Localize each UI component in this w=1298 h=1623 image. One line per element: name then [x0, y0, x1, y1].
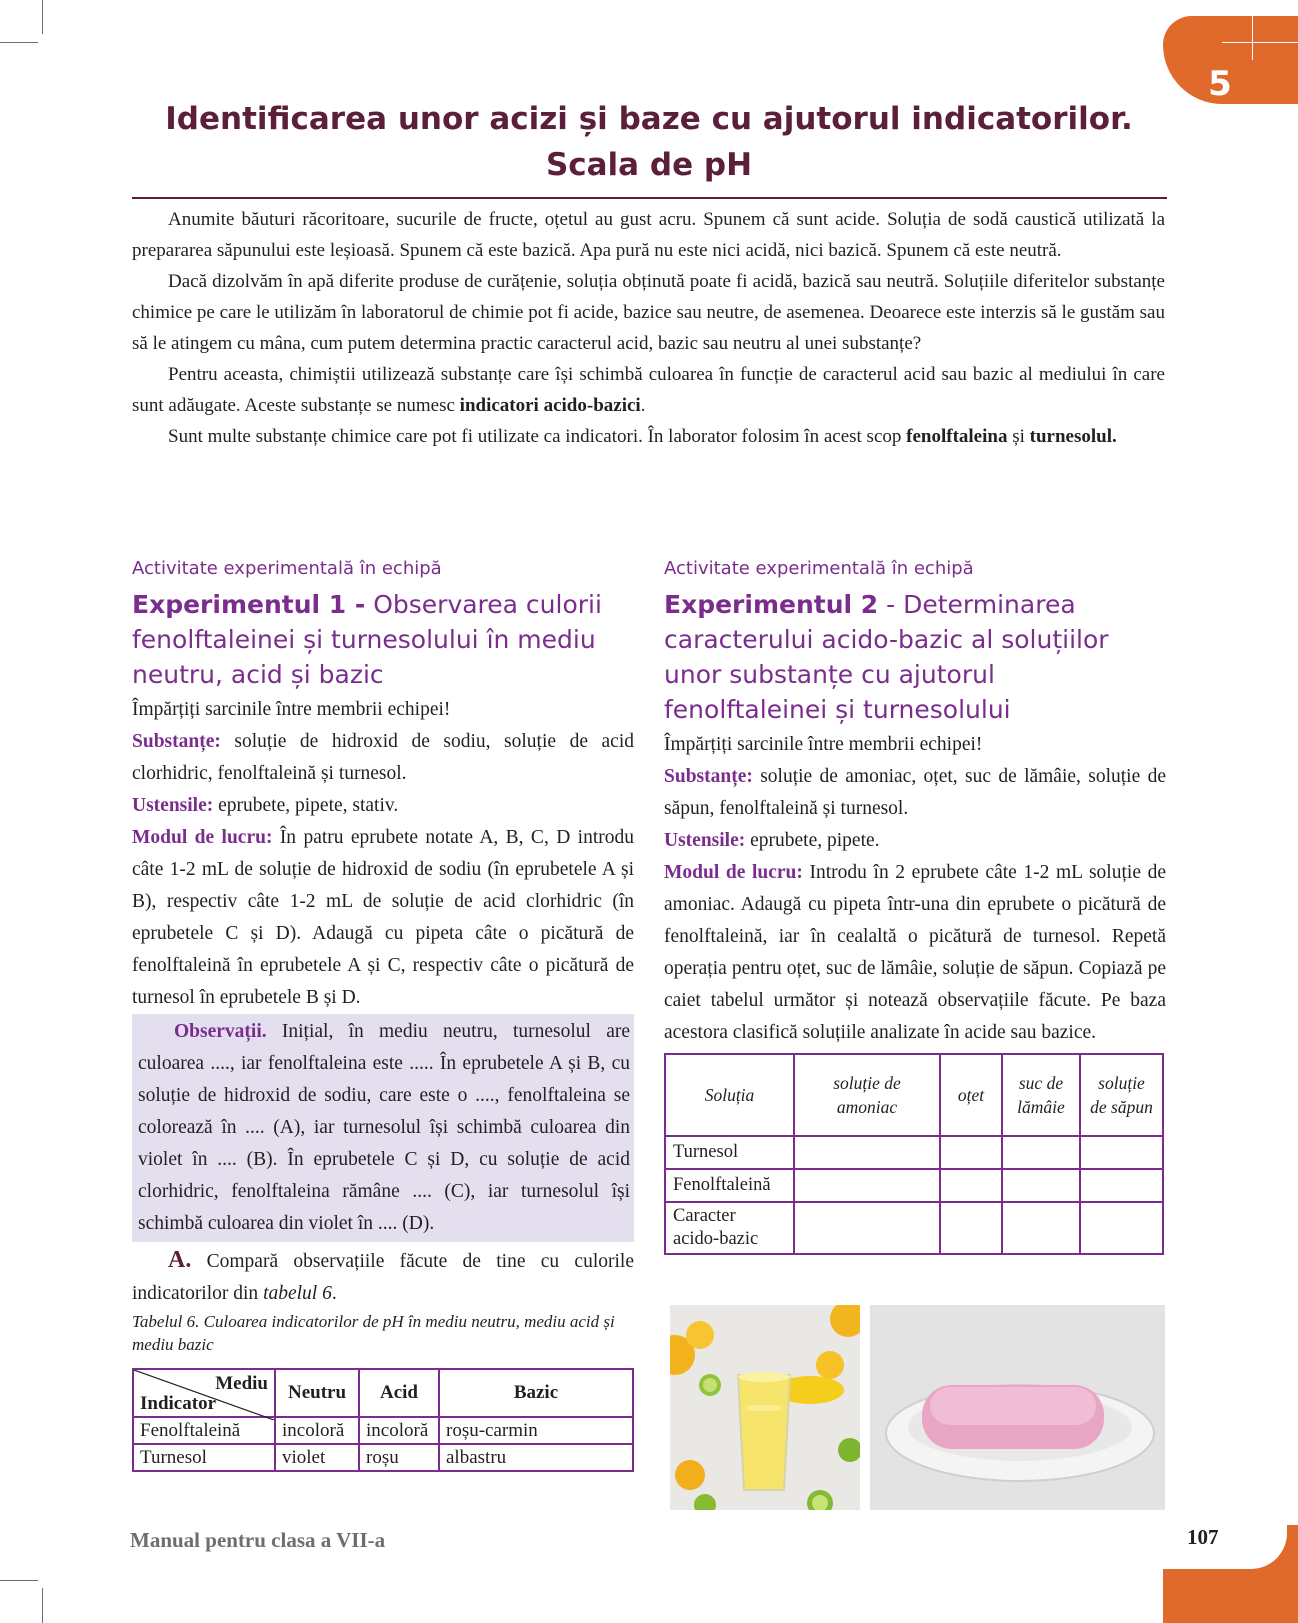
procedure-label: Modul de lucru: [132, 827, 273, 848]
empty-cell [1002, 1202, 1080, 1254]
experiment-number: Experimentul 2 [664, 590, 879, 619]
table-cell: incoloră [275, 1417, 359, 1444]
table-reference: tabelul 6 [263, 1283, 332, 1304]
text: Sunt multe substanțe chimice care pot fi utilizate ca indicatori. În laborator folosim în acest scop [168, 426, 907, 447]
row-label: Fenolftaleină [665, 1169, 794, 1202]
row-label: Caracter acido-bazic [665, 1202, 794, 1254]
chapter-number: 5 [1208, 64, 1232, 104]
table-header-row [133, 1369, 633, 1417]
table-cell: roșu-carmin [439, 1417, 633, 1444]
task-text: Compară observațiile făcute de tine cu culorile indicatorilor din [132, 1251, 634, 1304]
col-header: Acid [359, 1369, 439, 1417]
term-litmus: turnesolul. [1029, 426, 1117, 447]
crop-mark [0, 42, 38, 43]
title-line-1: Identificarea unor acizi și baze cu ajutorul indicatorilor. [165, 101, 1133, 137]
substances-label: Substanțe: [664, 766, 753, 787]
empty-cell [1080, 1136, 1163, 1169]
experiment-number: Experimentul 1 - [132, 590, 366, 619]
table-cell: Fenolftaleină [133, 1417, 275, 1444]
text: . [640, 395, 646, 416]
soap-illustration [870, 1305, 1165, 1510]
table-cell: albastru [439, 1444, 633, 1471]
row-label: Turnesol [665, 1136, 794, 1169]
text: Pentru aceasta, chimiștii utilizează substanțe care își schimbă culoarea în funcție de caracterul acid sau bazic al mediului în care sunt adăugate. Aceste substanțe se numesc [132, 364, 1165, 416]
empty-cell [794, 1136, 940, 1169]
empty-cell [1080, 1202, 1163, 1254]
procedure [132, 822, 634, 1014]
intro-paragraph [132, 421, 1165, 452]
substances [132, 726, 634, 790]
task-text: . [331, 1283, 337, 1304]
substances-text: soluție de amoniac, oțet, suc de lămâie, soluție de săpun, fenolftaleină și turnesol. [664, 766, 1166, 819]
empty-cell [1002, 1136, 1080, 1169]
procedure-text: Introdu în 2 eprubete câte 1-2 mL soluție de amoniac. Adaugă cu pipeta într-una din eprubete o picătură de fenolftaleină, iar în cealaltă o picătură de turnesol. Repetă operația pentru oțet, suc de lămâie, soluție de săpun. Copiază pe caiet tabelul următor și notează observațiile făcute. Pe baza acestora clasifică soluțiile analizate în acide sau bazice. [664, 862, 1166, 1043]
soap-photo [870, 1305, 1165, 1510]
utensils-label: Ustensile: [664, 830, 746, 851]
empty-cell [940, 1202, 1002, 1254]
utensils-label: Ustensile: [132, 795, 214, 816]
empty-cell [940, 1169, 1002, 1202]
page-title [130, 96, 1168, 188]
col-header: soluție de săpun [1080, 1054, 1163, 1136]
experiment-2-column [664, 555, 1166, 1255]
substances-label: Substanțe: [132, 731, 221, 752]
experiment-1-column [132, 555, 634, 1472]
utensils [664, 825, 1166, 857]
intro-paragraph: Anumite băuturi răcoritoare, sucurile de fructe, oțetul au gust acru. Spunem că sunt acide. Soluția de sodă caustică utilizată la prepararea săpunului este leșioasă. Spunem că este bazică. Apa pură nu este nici acidă, nici bazică. Spunem că este neutră. [132, 209, 1165, 261]
col-header: Soluția [665, 1054, 794, 1136]
text: și [1007, 426, 1030, 447]
footer-text: Manual pentru clasa a VII-a [130, 1528, 386, 1552]
intro-paragraph: Dacă dizolvăm în apă diferite produse de curățenie, soluția obținută poate fi acidă, bazică sau neutră. Soluțiile diferitelor substanțe chimice pe care le utilizăm în laboratorul de chimie pot fi acide, bazice sau neutre, de asemenea. Deoarece este interzis să le gustăm sau să le atingem cu mâna, cum putem determina practic caracterul acid, bazic sau neutru al unei substanțe? [132, 271, 1165, 354]
table-header-row [665, 1054, 1163, 1136]
term-phenolphthalein: fenolftaleina [906, 426, 1008, 447]
table-cell: roșu [359, 1444, 439, 1471]
table-cell: Turnesol [133, 1444, 275, 1471]
observations-label: Observații. [174, 1021, 267, 1042]
page-number: 107 [1163, 1525, 1287, 1569]
activity-label: Activitate experimentală în echipă [664, 558, 974, 579]
table-row [133, 1444, 633, 1471]
table-cell: incoloră [359, 1417, 439, 1444]
table-row [133, 1417, 633, 1444]
team-instruction: Împărțiți sarcinile între membrii echipei! [132, 699, 451, 720]
procedure-label: Modul de lucru: [664, 862, 803, 883]
title-rule [132, 197, 1167, 199]
table-corner-cell [133, 1369, 275, 1417]
table-row [665, 1136, 1163, 1169]
substances-text: soluție de hidroxid de sodiu, soluție de acid clorhidric, fenolftaleină și turnesol. [132, 731, 634, 784]
table-row [665, 1169, 1163, 1202]
crop-mark [1222, 42, 1298, 43]
task-letter: A. [168, 1247, 192, 1273]
col-header: soluție de amoniac [794, 1054, 940, 1136]
col-header: suc de lămâie [1002, 1054, 1080, 1136]
corner-label-indicator: Indicator [140, 1393, 216, 1414]
substances [664, 761, 1166, 825]
observations-text: Inițial, în mediu neutru, turnesolul are culoarea ...., iar fenolftaleina este ..... În eprubetele A și B, cu soluție de hidroxid de sodiu, care este o ...., fenolftaleina se colorează în .... (A), iar turnesolul își schimbă culoarea din violet în .... (B). În eprubetele C și D, cu soluție de acid clorhidric, fenolftaleina rămâne .... (C), iar turnesolul își schimbă culoarea din violet în .... (D). [138, 1021, 630, 1234]
intro-paragraph [132, 359, 1165, 421]
utensils-text: eprubete, pipete. [745, 830, 880, 851]
empty-cell [940, 1136, 1002, 1169]
crop-mark [0, 1580, 38, 1581]
lemonade-illustration [670, 1305, 860, 1510]
empty-cell [794, 1169, 940, 1202]
col-header: oțet [940, 1054, 1002, 1136]
empty-cell [1080, 1169, 1163, 1202]
col-header: Neutru [275, 1369, 359, 1417]
corner-label-medium: Mediu [215, 1373, 268, 1394]
table-6 [132, 1368, 634, 1472]
experiment-2-heading [664, 587, 1166, 727]
procedure [664, 857, 1166, 1049]
crop-mark [1252, 0, 1253, 60]
task-a [132, 1244, 634, 1310]
term-indicators: indicatori acido-bazici [459, 395, 641, 416]
table-6-caption: Tabelul 6. Culoarea indicatorilor de pH în mediu neutru, mediu acid și mediu bazic [132, 1312, 615, 1354]
utensils [132, 790, 634, 822]
empty-cell [794, 1202, 940, 1254]
results-table [664, 1053, 1164, 1255]
table-row [665, 1202, 1163, 1254]
utensils-text: eprubete, pipete, stativ. [213, 795, 399, 816]
experiment-title: Observarea culorii fenolftaleinei și turnesolului în mediu neutru, acid și bazic [132, 590, 602, 689]
crop-mark [42, 1588, 43, 1623]
empty-cell [1002, 1169, 1080, 1202]
procedure-text: În patru eprubete notate A, B, C, D introdu câte 1-2 mL de soluție de hidroxid de sodiu (în eprubetele A și B), respectiv câte 1-2 mL de soluție de acid clorhidric (în eprubetele C și D). Adaugă cu pipeta câte o picătură de fenolftaleină în eprubetele A și C, respectiv câte o picătură de turnesol în eprubetele B și D. [132, 827, 634, 1008]
experiment-title: - Determinarea caracterului acido-bazic al soluțiilor unor substanțe cu ajutorul fenolftaleinei și turnesolului [664, 590, 1109, 724]
observations-box [132, 1014, 634, 1242]
title-line-2: Scala de pH [545, 147, 753, 183]
experiment-1-heading [132, 587, 634, 692]
table-cell: violet [275, 1444, 359, 1471]
crop-mark [42, 0, 43, 34]
col-header: Bazic [439, 1369, 633, 1417]
lemonade-photo [670, 1305, 860, 1510]
team-instruction: Împărțiți sarcinile între membrii echipei! [664, 734, 983, 755]
activity-label: Activitate experimentală în echipă [132, 558, 442, 579]
intro-text [132, 204, 1165, 452]
